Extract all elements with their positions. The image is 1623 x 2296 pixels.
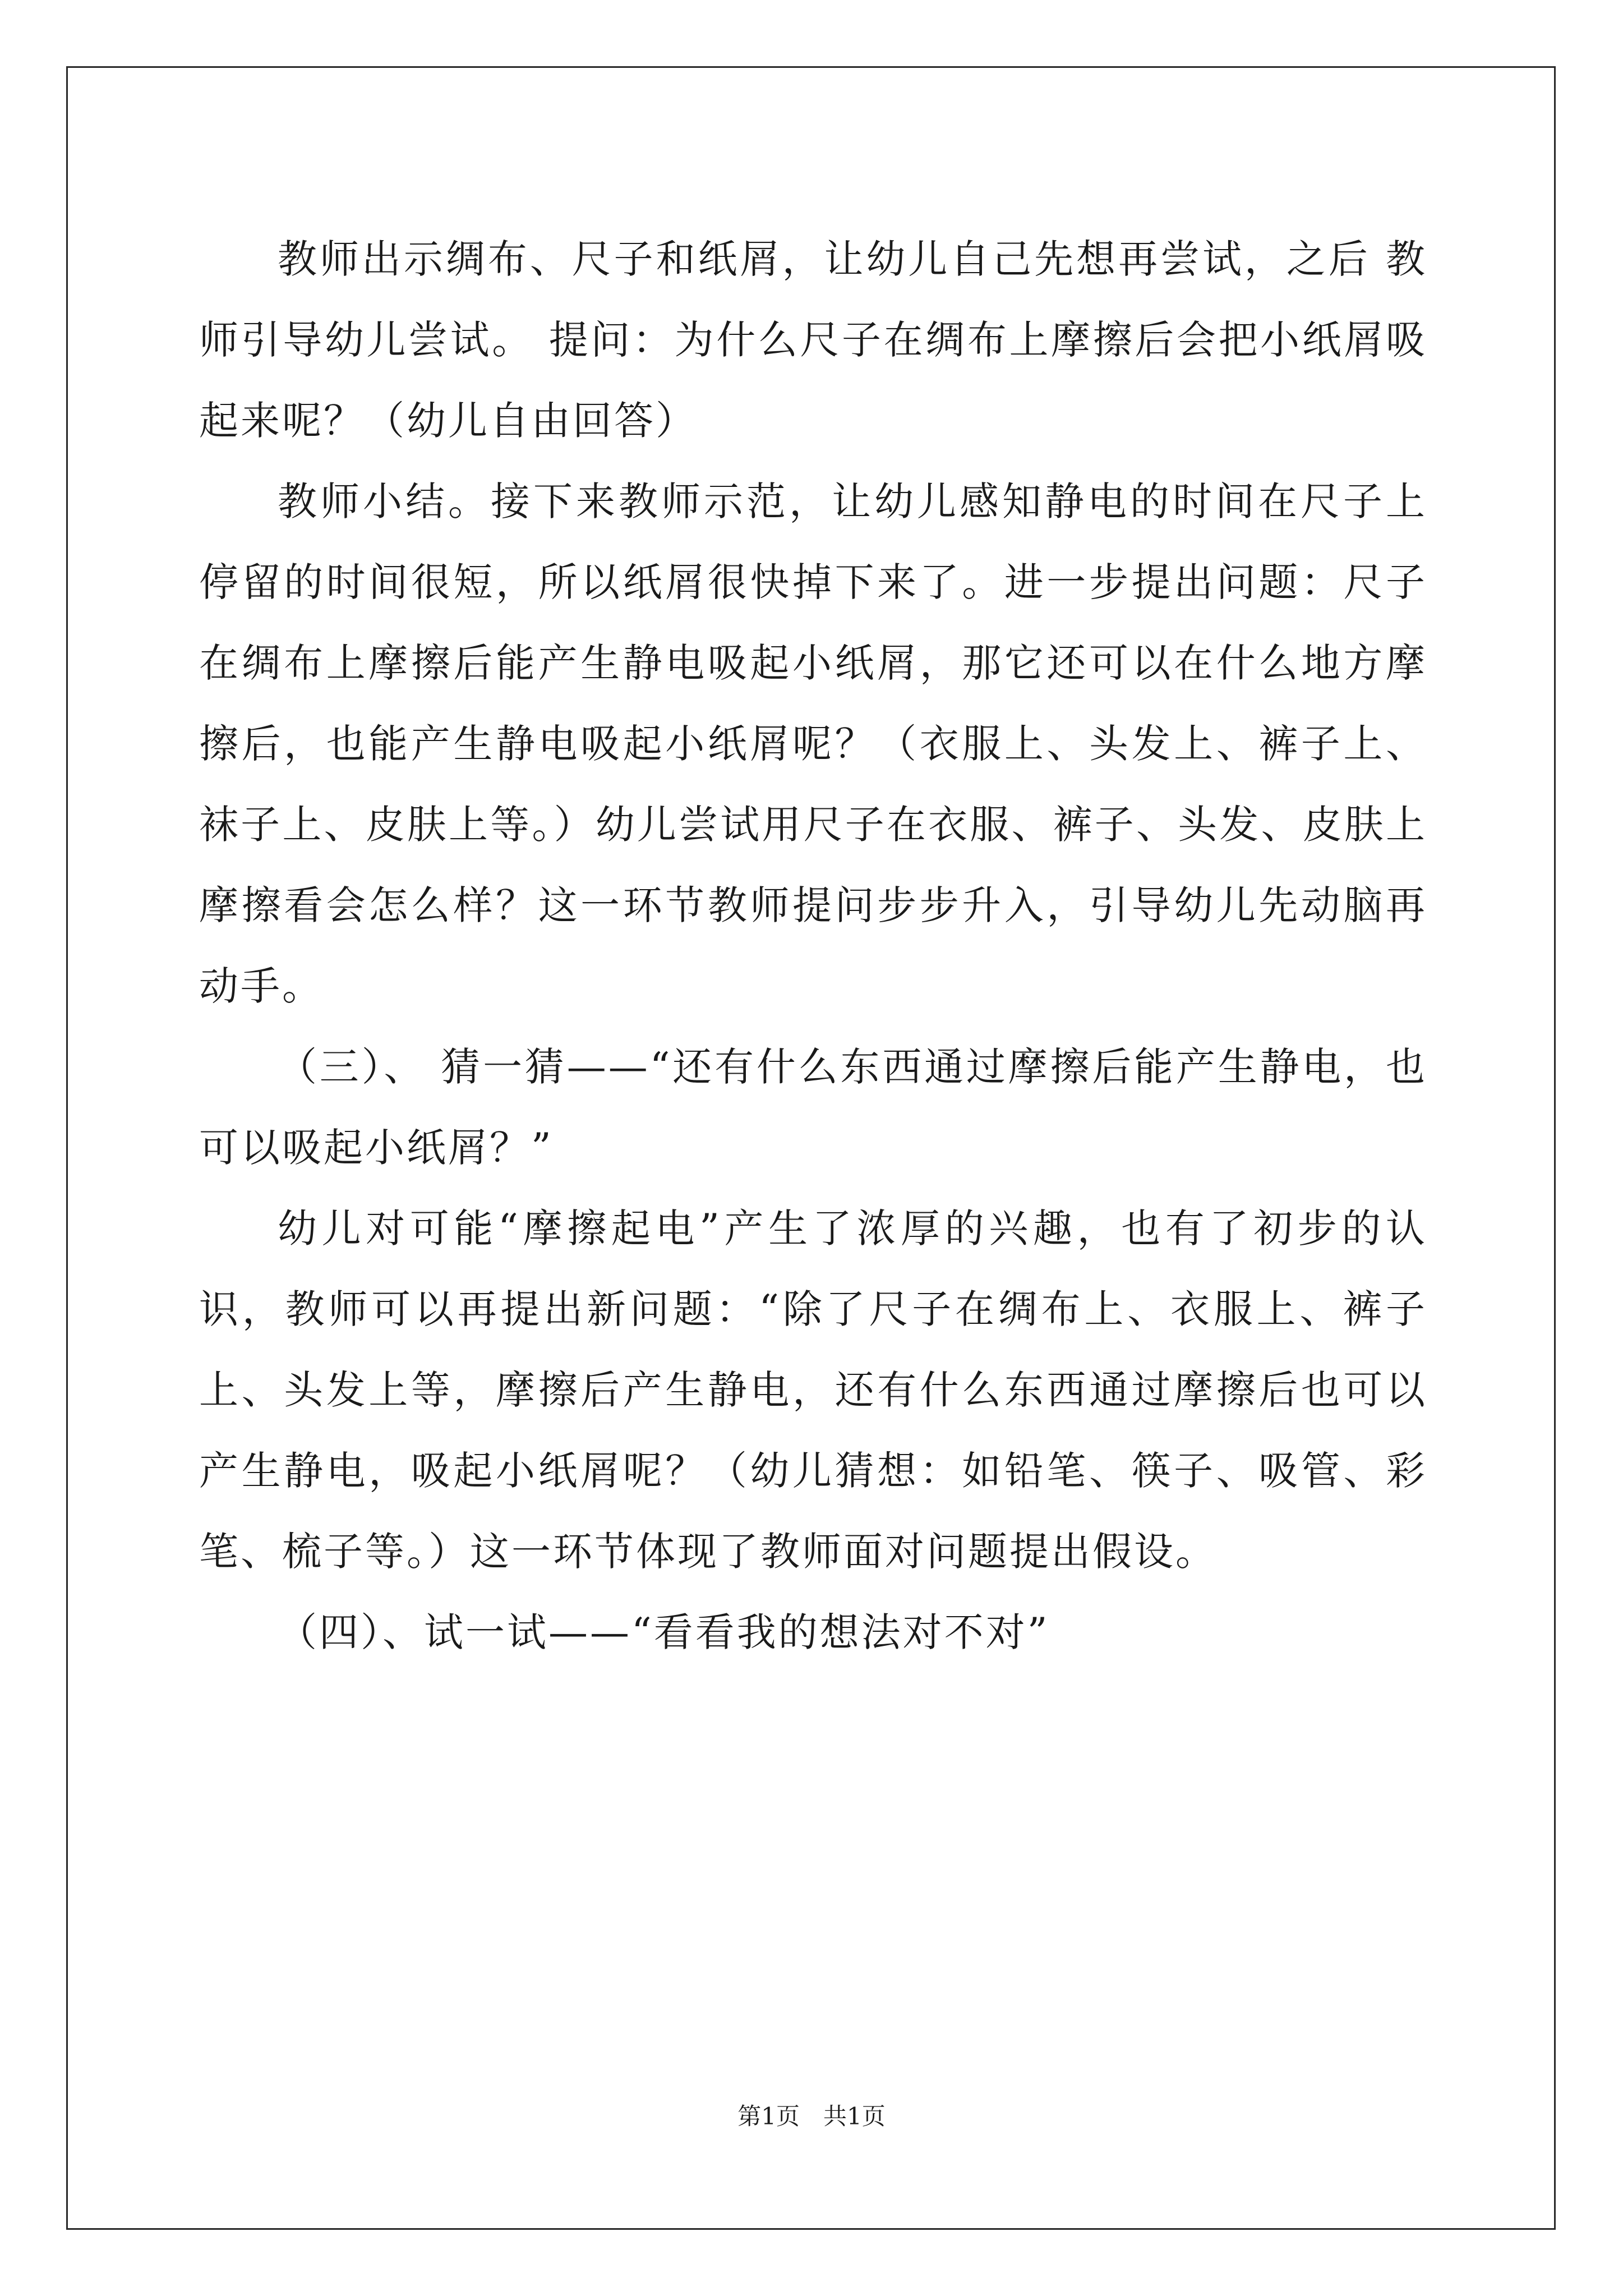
page-footer: 第1页 共1页 xyxy=(737,2102,886,2130)
paragraph-1: 教师出示绸布、尺子和纸屑，让幼儿自己先想再尝试，之后 教师引导幼儿尝试。 提问：为什么尺子在绸布上摩擦后会把小纸屑吸起来呢？（幼儿自由回答） xyxy=(199,236,1427,444)
paragraph-3-heading: （三）、 猜一猜——“还有什么东西通过摩擦后能产生静电，也可以吸起小纸屑？” xyxy=(199,1044,1427,1171)
paragraph-5-heading: （四）、试一试——“看看我的想法对不对” xyxy=(278,1609,1050,1655)
document-body xyxy=(199,219,1427,1673)
paragraph-4: 幼儿对可能“摩擦起电”产生了浓厚的兴趣，也有了初步的认识，教师可以再提出新问题：“除了尺子在绸布上、衣服上、裤子上、头发上等，摩擦后产生静电，还有什么东西通过摩擦后也可以产生静电，吸起小纸屑呢？（幼儿猜想：如铅笔、筷子、吸管、彩笔、梳子等。）这一环节体现了教师面对问题提出假设。 xyxy=(199,1205,1427,1575)
paragraph-2: 教师小结。接下来教师示范，让幼儿感知静电的时间在尺子上停留的时间很短，所以纸屑很快掉下来了。进一步提出问题：尺子在绸布上摩擦后能产生静电吸起小纸屑，那它还可以在什么地方摩擦后，也能产生静电吸起小纸屑呢？（衣服上、头发上、裤子上、袜子上、皮肤上等。）幼儿尝试用尺子在衣服、裤子、头发、皮肤上摩擦看会怎么样？这一环节教师提问步步升入，引导幼儿先动脑再动手。 xyxy=(199,478,1427,1009)
